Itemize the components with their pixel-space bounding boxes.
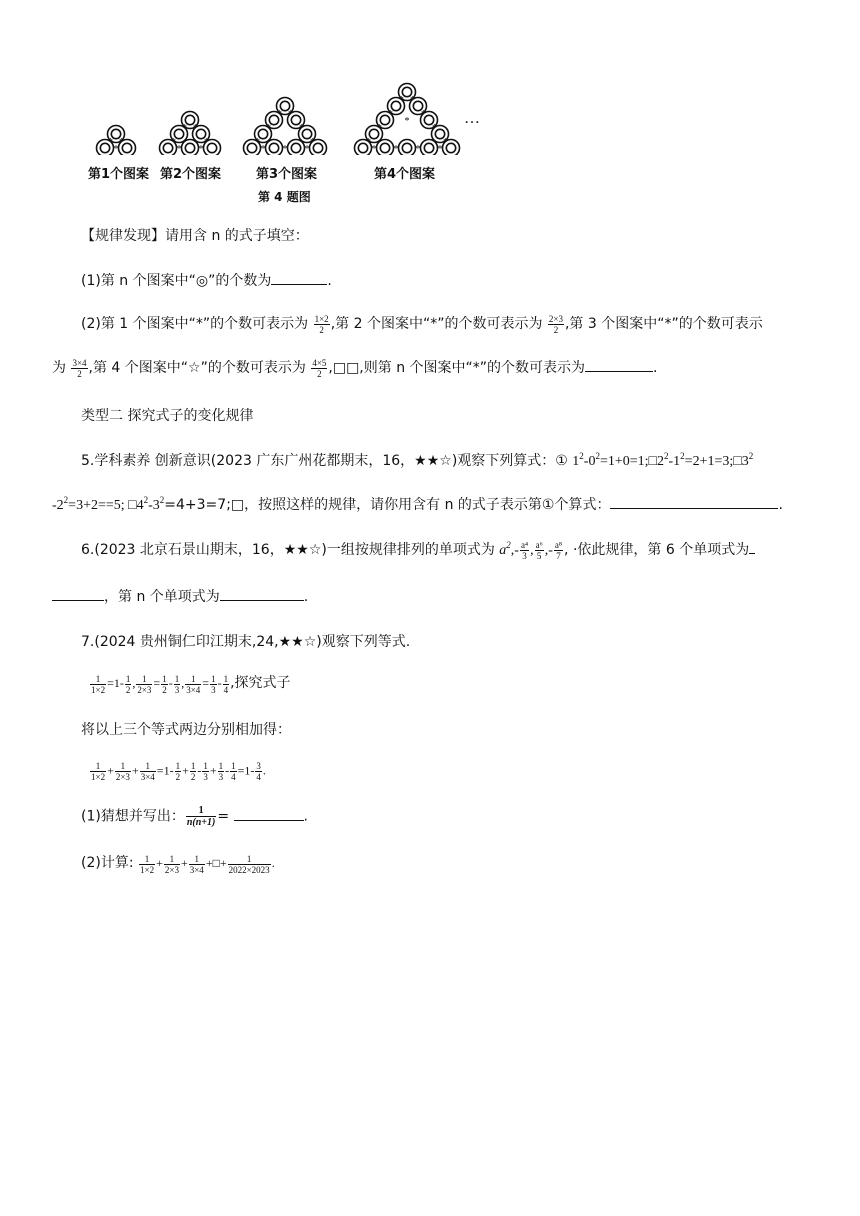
star-symbol: * <box>443 137 448 148</box>
star-symbol: * <box>204 137 209 148</box>
q2-part1: (2)第 1 个图案中“*”的个数可表示为 <box>81 316 309 332</box>
type2-heading: 类型二 探究式子的变化规律 <box>81 408 254 424</box>
ring-symbol <box>399 140 416 156</box>
q5-intro: 5.学科素养 创新意识(2023 广东广州花都期末，16，★★☆)观察下列算式：① <box>81 453 573 469</box>
q7-sub1: (1)猜想并写出： $\frac{1}{n(n+1)}$ = . <box>81 805 308 828</box>
question-1 <box>81 270 332 290</box>
q7-sum-intro: 将以上三个等式两边分别相加得： <box>81 722 291 738</box>
q6-answer-blank-1b[interactable] <box>52 586 104 601</box>
star-symbol: * <box>432 123 437 134</box>
ring-symbol <box>182 140 199 156</box>
question-2-line2 <box>52 357 657 379</box>
figure-label-3: 第3个图案 <box>256 167 318 182</box>
q5-eq1: $1^2-0^2=1+0=1;□2^2-1^2=2+1=3;□3^2$ <box>572 451 754 469</box>
q6-frac2: $\frac{\text{a⁶}}{5}$ <box>535 539 543 561</box>
star-symbol: * <box>377 123 382 134</box>
pattern-figure <box>80 55 500 155</box>
q7-sub2-frac: $\frac{1}{2022\times 2023}$ <box>228 853 270 875</box>
q7-sub1-answer-blank[interactable] <box>234 806 304 821</box>
figure-ellipsis: … <box>464 110 480 127</box>
q2-frac3: $\frac{3\times 4}{2}$ <box>72 357 87 379</box>
star-symbol: * <box>399 95 404 106</box>
question-5-line2 <box>52 494 783 514</box>
q2-part4: 为 <box>52 360 66 376</box>
star-symbol: * <box>388 109 393 120</box>
q7-sub1-frac: $\frac{1}{n(n+1)}$ <box>186 805 216 828</box>
star-symbol: * <box>108 137 113 148</box>
star-symbol: * <box>288 109 293 120</box>
q7-sub2: (2)计算: $\frac{1}{1\times 2}$ + $\frac{1}{2\times 3}$ + $\frac{1}{3\times 4}$ +□+ $\frac{1}{2022\times 2023}$ . <box>81 853 275 875</box>
q2-part5: ,第 4 个图案中“☆”的个数可表示为 <box>88 360 306 376</box>
q6-end: . <box>303 589 309 605</box>
q6-frac1: $\frac{\text{a⁴}}{3}$ <box>520 539 529 561</box>
star-symbol: * <box>182 123 187 134</box>
q2-end: . <box>653 360 658 376</box>
q7-sub1-end: . <box>303 808 308 825</box>
q1-end: . <box>327 273 332 289</box>
star-symbol: * <box>119 137 124 148</box>
q5-prompt: =4+3=7;□，按照这样的规律，请你用含有 n 的式子表示第①个算式： <box>164 497 611 513</box>
question-7-head: 7.(2024 贵州铜仁印江期末,24,★★☆)观察下列等式. <box>81 634 411 650</box>
star-symbol: * <box>282 144 288 155</box>
q2-frac2: $\frac{2\times 3}{2}$ <box>548 313 563 335</box>
q6-answer-blank-2[interactable] <box>220 586 304 601</box>
q6-rule: , ·依此规律，第 6 个单项式为 <box>564 542 750 558</box>
question-2-line1 <box>81 313 763 335</box>
q2-part6: ,□□,则第 n 个图案中“*”的个数可表示为 <box>328 360 586 376</box>
q1-answer-blank[interactable] <box>271 270 327 285</box>
ring-symbol <box>266 140 283 156</box>
question-5-line1 <box>81 450 753 470</box>
star-symbol: * <box>404 116 410 127</box>
star-symbol: * <box>437 144 443 155</box>
star-symbol: * <box>277 109 282 120</box>
star-symbol: * <box>266 123 271 134</box>
q2-frac1: $\frac{1\times 2}{2}$ <box>314 313 329 335</box>
q2-part2: ,第 2 个图案中“*”的个数可表示为 <box>330 316 543 332</box>
star-symbol: * <box>113 144 119 155</box>
star-symbol: * <box>193 123 198 134</box>
q2-answer-blank[interactable] <box>585 357 653 372</box>
q7-sum-equation: $\frac{1}{1\times 2}$ + $\frac{1}{2\times 3}$ + $\frac{1}{3\times 4}$ =1- $\frac{1}{2}$ + $\frac{1}{2}$ - $\frac{1}{3}$ + $\frac{1}{3}$ - $\frac{1}{4}$ =1- $\frac{3}{4}$ . <box>91 761 266 782</box>
star-symbol: * <box>310 137 315 148</box>
star-symbol: * <box>198 144 204 155</box>
star-symbol: * <box>366 137 371 148</box>
q5-end: . <box>778 497 783 513</box>
figure-caption: 第 4 题图 <box>258 190 311 204</box>
figure-label-4: 第4个图案 <box>374 167 436 182</box>
star-symbol: * <box>410 95 415 106</box>
q2-part3: ,第 3 个图案中“*”的个数可表示 <box>564 316 763 332</box>
question-6-line2 <box>52 586 308 606</box>
star-symbol: * <box>260 144 266 155</box>
q6-intro: 6.(2023 北京石景山期末，16，★★☆)一组按规律排列的单项式为 <box>81 542 495 558</box>
q7-sub2-text: (2)计算: <box>81 855 134 871</box>
q6-monomials: $a^2$ <box>499 540 511 558</box>
star-symbol: * <box>415 144 421 155</box>
q7-sub1-text: (1)猜想并写出： <box>81 808 185 825</box>
q1-text: (1)第 n 个图案中“◎”的个数为 <box>81 273 272 289</box>
q6-nth: ，第 n 个单项式为 <box>104 589 220 605</box>
star-symbol: * <box>171 137 176 148</box>
q7-eq-tail: ,探究式子 <box>230 675 291 691</box>
figure-label-1: 第1个图案 <box>88 167 150 182</box>
rule-heading: 【规律发现】请用含 n 的式子填空： <box>81 228 309 244</box>
star-symbol: * <box>255 137 260 148</box>
q5-eq2: $-2^2=3+2==5$; $□4^2-3^2$ <box>52 495 165 513</box>
star-symbol: * <box>421 109 426 120</box>
question-6-line1: 6.(2023 北京石景山期末，16，★★☆)一组按规律排列的单项式为 $a^2,-$ $\frac{\text{a⁴}}{3}$ , $\frac{\text{a⁶}}{5}$ ,- $\frac{\text{a⁸}}{7}$ , ·依此规律，第 6 个单项式为 <box>81 539 755 561</box>
ring-symbol <box>288 140 305 156</box>
figure-label-2: 第2个图案 <box>160 167 222 182</box>
star-symbol: * <box>299 123 304 134</box>
ring-symbol <box>377 140 394 156</box>
ring-symbol <box>421 140 438 156</box>
q2-frac4: $\frac{4\times 5}{2}$ <box>312 357 327 379</box>
q6-frac3: $\frac{\text{a⁸}}{7}$ <box>554 539 563 561</box>
star-symbol: * <box>176 144 182 155</box>
q7-equations: $\frac{1}{1\times 2}$ =1- $\frac{1}{2}$ , $\frac{1}{2\times 3}$ = $\frac{1}{2}$ - $\frac{1}{3}$ , $\frac{1}{3\times 4}$ = $\frac{1}{3}$ - $\frac{1}{4}$ ,探究式子 <box>91 673 291 695</box>
star-symbol: * <box>304 144 310 155</box>
star-symbol: * <box>371 144 377 155</box>
q5-answer-blank[interactable] <box>610 494 778 509</box>
star-symbol: * <box>393 144 399 155</box>
q6-answer-blank-1a[interactable] <box>749 539 755 554</box>
